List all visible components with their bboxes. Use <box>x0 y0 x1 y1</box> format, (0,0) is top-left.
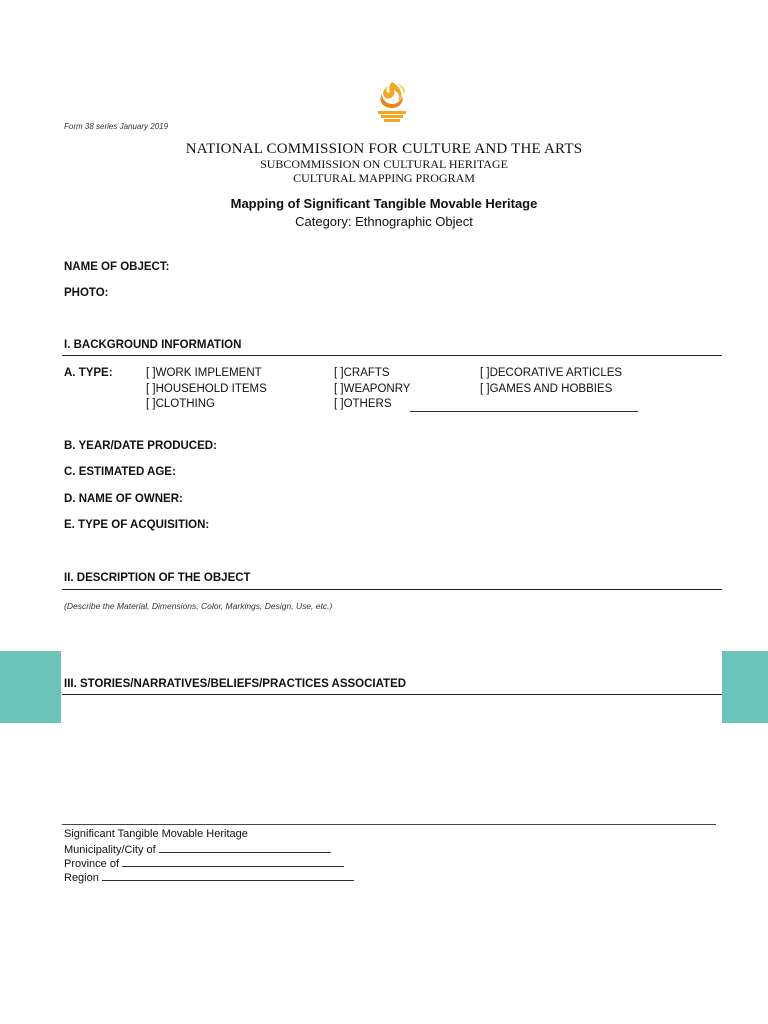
document-title: Mapping of Significant Tangible Movable Heritage <box>230 196 538 211</box>
option-games-and-hobbies[interactable]: [ ]GAMES AND HOBBIES <box>480 383 613 395</box>
section-divider <box>62 694 722 695</box>
footer-heritage-label: Significant Tangible Movable Heritage <box>64 828 248 840</box>
form-series-label: Form 38 series January 2019 <box>64 122 169 131</box>
description-instructions: (Describe the Material, Dimensions, Color, Markings, Design, Use, etc.) <box>64 601 333 611</box>
region-label: Region <box>64 872 99 884</box>
section-background-heading: I. BACKGROUND INFORMATION <box>64 339 242 351</box>
option-decorative-articles[interactable]: [ ]DECORATIVE ARTICLES <box>480 367 623 379</box>
footer-province <box>64 856 344 870</box>
option-crafts[interactable]: [ ]CRAFTS <box>334 367 390 379</box>
photo-label: PHOTO: <box>64 287 109 299</box>
option-work-implement[interactable]: [ ]WORK IMPLEMENT <box>146 367 262 379</box>
organization-name: NATIONAL COMMISSION FOR CULTURE AND THE ARTS <box>185 141 583 157</box>
torch-flame-icon <box>368 80 416 124</box>
others-input-line[interactable] <box>410 411 638 412</box>
option-clothing[interactable]: [ ]CLOTHING <box>146 398 216 410</box>
province-input-line[interactable] <box>122 856 344 867</box>
footer-municipality <box>64 842 331 856</box>
municipality-label: Municipality/City of <box>64 844 156 856</box>
option-household-items[interactable]: [ ]HOUSEHOLD ITEMS <box>146 383 267 395</box>
teal-accent-block-left <box>0 651 61 723</box>
document-category: Category: Ethnographic Object <box>295 214 473 229</box>
type-of-acquisition-label: E. TYPE OF ACQUISITION: <box>64 519 210 531</box>
option-others[interactable]: [ ]OTHERS <box>334 398 392 410</box>
section-description-heading: II. DESCRIPTION OF THE OBJECT <box>64 572 251 584</box>
footer-region <box>64 870 354 884</box>
year-produced-label: B. YEAR/DATE PRODUCED: <box>64 440 217 452</box>
teal-accent-block-right <box>722 651 768 723</box>
province-label: Province of <box>64 858 120 870</box>
section-divider <box>62 355 722 356</box>
name-of-owner-label: D. NAME OF OWNER: <box>64 493 183 505</box>
subcommission-name: SUBCOMMISSION ON CULTURAL HERITAGE <box>260 157 508 171</box>
section-divider <box>62 589 722 590</box>
region-input-line[interactable] <box>102 870 354 881</box>
footer-divider <box>62 824 716 825</box>
municipality-input-line[interactable] <box>159 842 331 853</box>
option-weaponry[interactable]: [ ]WEAPONRY <box>334 383 411 395</box>
section-stories-heading: III. STORIES/NARRATIVES/BELIEFS/PRACTICES ASSOCIATED <box>64 678 407 690</box>
estimated-age-label: C. ESTIMATED AGE: <box>64 466 176 478</box>
type-label: A. TYPE: <box>64 367 113 379</box>
name-of-object-label: NAME OF OBJECT: <box>64 261 170 273</box>
program-name: CULTURAL MAPPING PROGRAM <box>293 171 475 185</box>
